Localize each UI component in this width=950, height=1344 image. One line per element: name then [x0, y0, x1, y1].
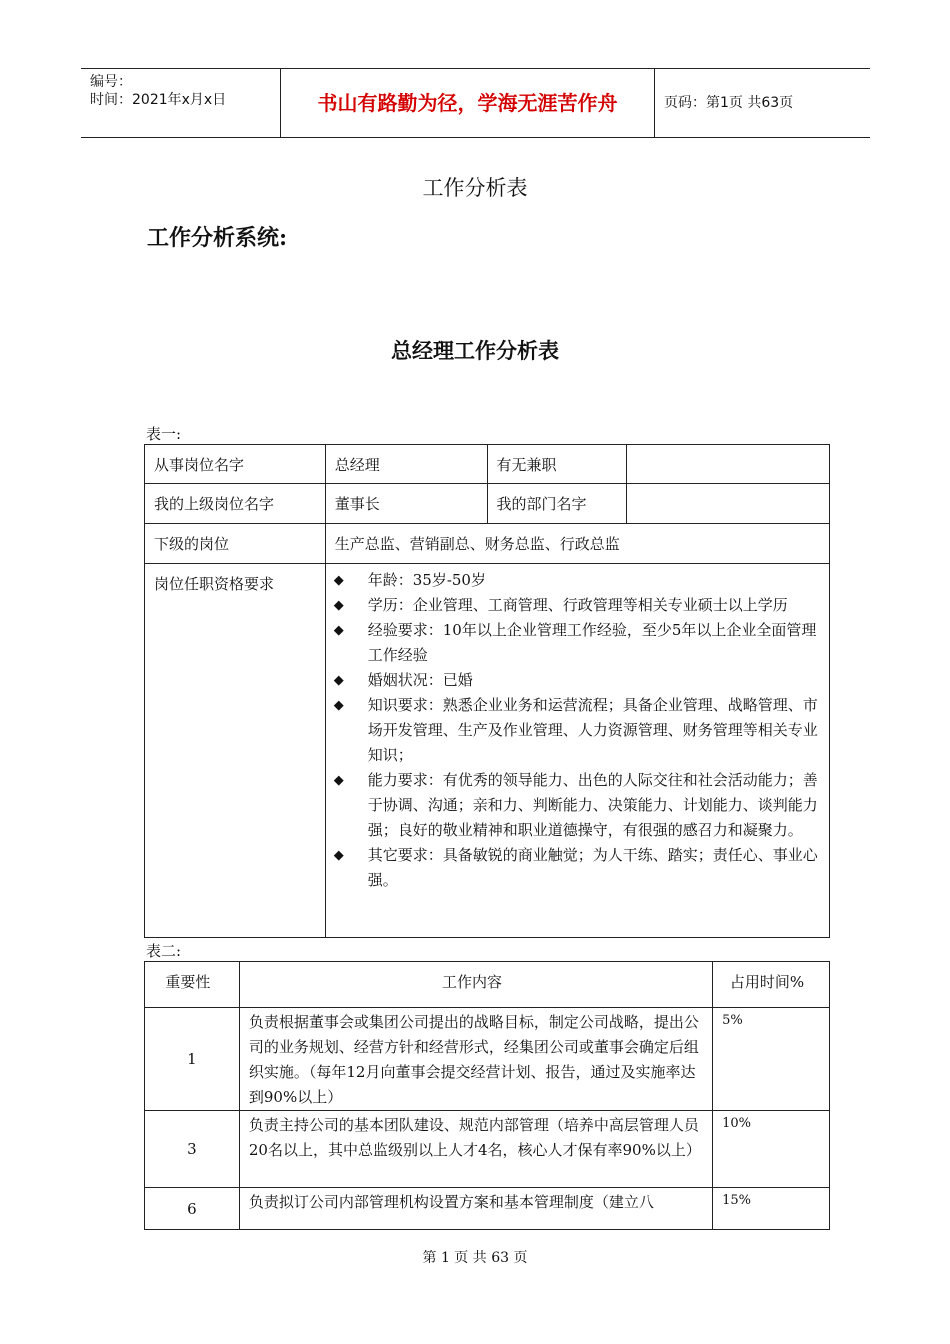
table-header-row: [145, 962, 830, 1008]
table-work-content: [144, 961, 830, 1230]
table-row: [145, 524, 830, 564]
time-cell: 5%: [722, 1013, 743, 1028]
table-cell: 生产总监、营销副总、财务总监、行政总监: [334, 535, 620, 553]
table-cell: 董事长: [334, 495, 380, 513]
diamond-bullet-icon: ◆: [333, 673, 344, 688]
list-item-text: 能力要求：有优秀的领导能力、出色的人际交往和社会活动能力；善于协调、沟通；亲和力、判断能力、决策能力、计划能力、谈判能力强；良好的敬业精神和职业道德操守，有很强的感召力和凝聚力。: [367, 771, 818, 839]
table-cell: 岗位任职资格要求: [154, 575, 275, 593]
importance-cell: 6: [145, 1188, 240, 1230]
table-row: [145, 564, 830, 938]
diamond-bullet-icon: ◆: [333, 573, 344, 588]
column-header: 工作内容: [441, 973, 502, 991]
header-meta: [81, 69, 281, 137]
work-content-cell: 负责拟订公司内部管理机构设置方案和基本管理制度（建立八: [248, 1193, 654, 1211]
number-label: 编号：: [90, 74, 132, 90]
column-header: 重要性: [165, 973, 211, 991]
list-item: [334, 568, 823, 593]
list-item: [334, 668, 823, 693]
table-cell: 从事岗位名字: [154, 456, 245, 474]
importance-cell: 1: [145, 1008, 240, 1111]
list-item: [334, 768, 823, 843]
table-row: [145, 484, 830, 524]
table-cell: 总经理: [334, 456, 380, 474]
list-item: [334, 693, 823, 768]
list-item-text: 其它要求：具备敏锐的商业触觉；为人干练、踏实；责任心、事业心强。: [367, 846, 818, 889]
list-item-text: 学历：企业管理、工商管理、行政管理等相关专业硕士以上学历: [367, 596, 788, 614]
table-cell: [627, 484, 829, 492]
list-item-text: 婚姻状况：已婚: [367, 671, 473, 689]
list-item-text: 经验要求：10年以上企业管理工作经验，至少5年以上企业全面管理工作经验: [367, 621, 817, 664]
sub-title: 总经理工作分析表: [391, 339, 559, 363]
work-content-cell: 负责主持公司的基本团队建设、规范内部管理（培养中高层管理人员20名以上，其中总监级别以上人才4名，核心人才保有率90%以上）: [248, 1116, 701, 1159]
header-page-label: 页码：第1页 共63页: [664, 95, 794, 111]
diamond-bullet-icon: ◆: [333, 698, 344, 713]
doc-title: 工作分析表: [422, 176, 528, 200]
table-cell: 我的部门名字: [496, 495, 587, 513]
work-content-cell: 负责根据董事会或集团公司提出的战略目标，制定公司战略，提出公司的业务规划、经营方针和经营形式，经集团公司或董事会确定后组织实施。（每年12月向董事会提交经营计划、报告，通过及实施率达到90%以上）: [248, 1013, 699, 1106]
time-cell: 15%: [722, 1193, 752, 1208]
table-cell: 我的上级岗位名字: [154, 495, 275, 513]
time-label: 时间：2021年x月x日: [90, 92, 227, 108]
table2-label: 表二:: [146, 942, 182, 960]
importance-cell: 3: [145, 1111, 240, 1188]
table-cell: 有无兼职: [496, 456, 557, 474]
table-cell: [627, 445, 829, 453]
column-header: 占用时间%: [729, 973, 805, 991]
diamond-bullet-icon: ◆: [333, 848, 344, 863]
list-item: [334, 618, 823, 668]
qualification-list: [326, 564, 829, 893]
time-cell: 10%: [722, 1116, 752, 1131]
table-row: [145, 1111, 830, 1188]
header-motto: 书山有路勤为径，学海无涯苦作舟: [281, 69, 655, 137]
diamond-bullet-icon: ◆: [333, 773, 344, 788]
section-title: 工作分析系统:: [147, 225, 288, 251]
list-item: [334, 593, 823, 618]
list-item: [334, 843, 823, 893]
table1-label: 表一:: [146, 425, 182, 443]
table-row: [145, 445, 830, 484]
list-item-text: 年龄：35岁-50岁: [367, 571, 486, 589]
page-footer: 第 1 页 共 63 页: [422, 1250, 528, 1266]
table-cell: 下级的岗位: [154, 535, 230, 553]
table-row: [145, 1008, 830, 1111]
list-item-text: 知识要求：熟悉企业业务和运营流程；具备企业管理、战略管理、市场开发管理、生产及作业管理、人力资源管理、财务管理等相关专业知识；: [367, 696, 818, 764]
table-row: [145, 1188, 830, 1230]
page-header: [81, 68, 870, 138]
diamond-bullet-icon: ◆: [333, 623, 344, 638]
diamond-bullet-icon: ◆: [333, 598, 344, 613]
table-position-info: [144, 444, 830, 938]
